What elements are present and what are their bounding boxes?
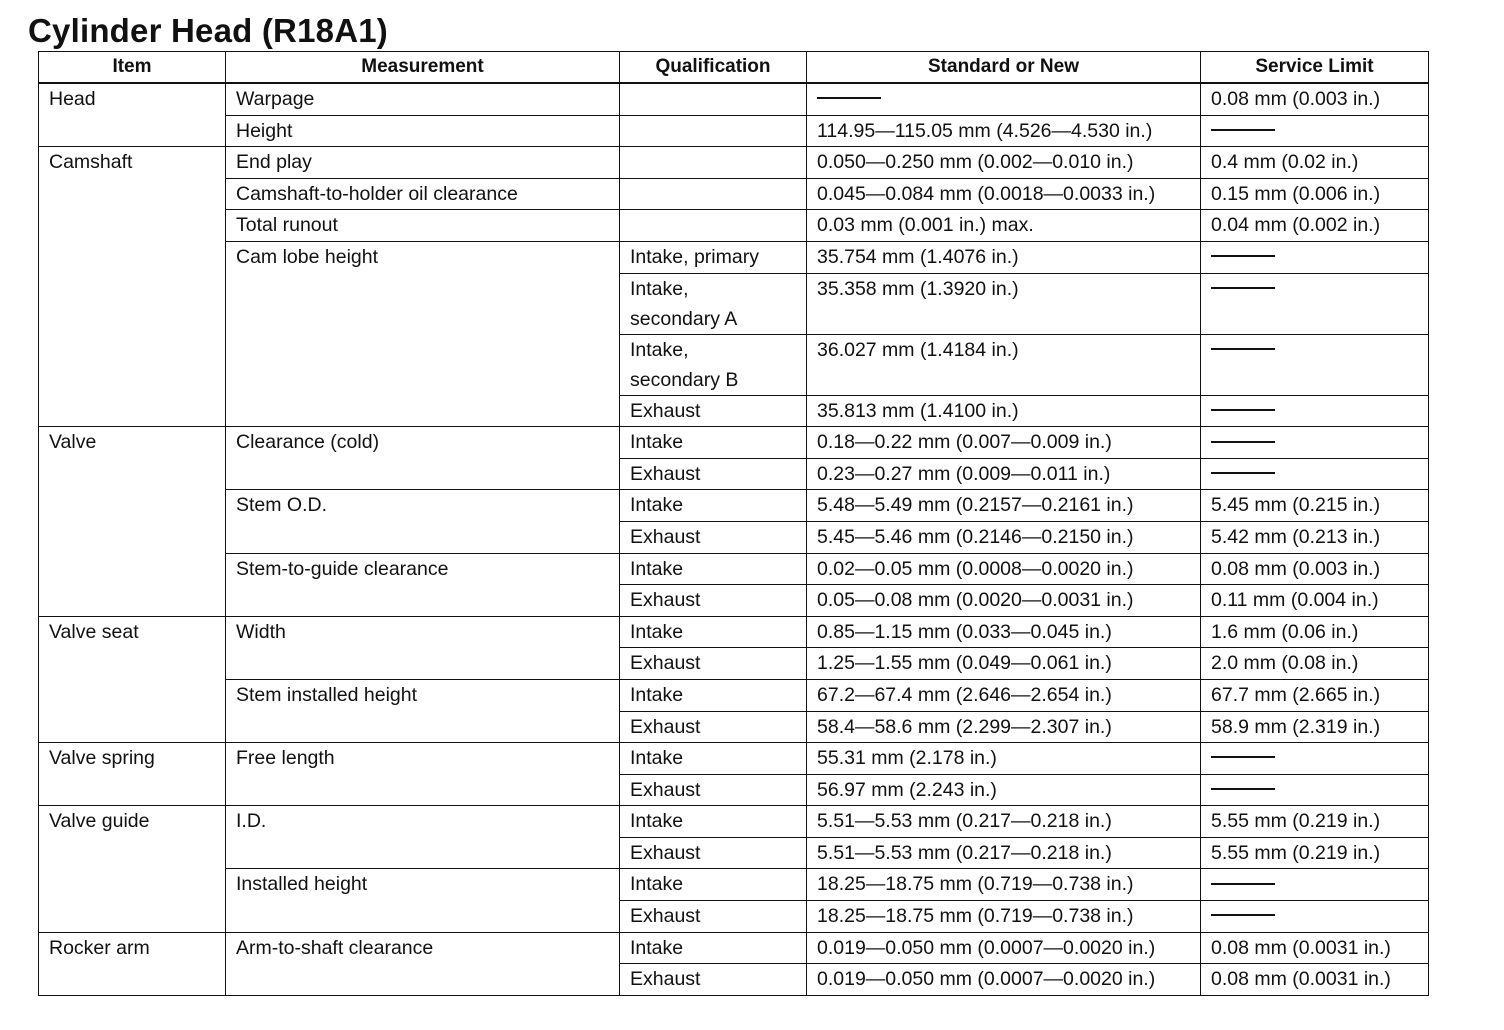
- page-title: Cylinder Head (R18A1): [28, 12, 388, 49]
- standard-cell: 0.23—0.27 mm (0.009—0.011 in.): [807, 458, 1201, 490]
- dash-line: [1211, 756, 1275, 758]
- table-row: [39, 806, 1429, 838]
- standard-cell: 5.51—5.53 mm (0.217—0.218 in.): [807, 837, 1201, 869]
- header-standard: Standard or New: [807, 52, 1201, 84]
- measurement-cell: Cam lobe height: [226, 241, 620, 426]
- service-limit-cell: 0.08 mm (0.003 in.): [1201, 83, 1429, 115]
- service-limit-cell: 67.7 mm (2.665 in.): [1201, 679, 1429, 711]
- service-limit-cell: 5.55 mm (0.219 in.): [1201, 837, 1429, 869]
- qualification-cell: Exhaust: [620, 395, 807, 427]
- standard-cell: 56.97 mm (2.243 in.): [807, 774, 1201, 806]
- service-limit-cell: 58.9 mm (2.319 in.): [1201, 711, 1429, 743]
- service-limit-cell: 0.11 mm (0.004 in.): [1201, 585, 1429, 617]
- qualification-cell: Exhaust: [620, 964, 807, 996]
- dash-line: [1211, 348, 1275, 350]
- service-limit-cell: 2.0 mm (0.08 in.): [1201, 648, 1429, 680]
- service-limit-cell: [1201, 273, 1429, 334]
- table-row: [39, 490, 1429, 522]
- qualification-cell: [620, 147, 807, 179]
- qualification-cell: [620, 115, 807, 147]
- service-limit-cell: [1201, 241, 1429, 273]
- standard-cell: [807, 83, 1201, 115]
- table-row: [39, 115, 1429, 147]
- item-cell: Valve seat: [39, 616, 226, 742]
- dash-line: [1211, 441, 1275, 443]
- service-limit-cell: [1201, 774, 1429, 806]
- qualification-cell: Exhaust: [620, 837, 807, 869]
- header-row: [39, 52, 1429, 84]
- service-limit-cell: 0.08 mm (0.0031 in.): [1201, 932, 1429, 964]
- measurement-cell: Clearance (cold): [226, 427, 620, 490]
- dash-line: [1211, 409, 1275, 411]
- qualification-cell: Intake: [620, 679, 807, 711]
- standard-cell: 114.95—115.05 mm (4.526—4.530 in.): [807, 115, 1201, 147]
- service-limit-cell: [1201, 458, 1429, 490]
- standard-cell: 0.03 mm (0.001 in.) max.: [807, 210, 1201, 242]
- table-row: [39, 147, 1429, 179]
- measurement-cell: Height: [226, 115, 620, 147]
- service-limit-cell: 0.08 mm (0.0031 in.): [1201, 964, 1429, 996]
- qualification-cell: Intake: [620, 869, 807, 901]
- standard-cell: 0.05—0.08 mm (0.0020—0.0031 in.): [807, 585, 1201, 617]
- standard-cell: 5.51—5.53 mm (0.217—0.218 in.): [807, 806, 1201, 838]
- standard-cell: 0.85—1.15 mm (0.033—0.045 in.): [807, 616, 1201, 648]
- measurement-cell: Stem installed height: [226, 679, 620, 742]
- item-cell: Valve spring: [39, 743, 226, 806]
- dash-line: [1211, 914, 1275, 916]
- standard-cell: 5.48—5.49 mm (0.2157—0.2161 in.): [807, 490, 1201, 522]
- service-limit-cell: [1201, 395, 1429, 427]
- qualification-cell: Exhaust: [620, 521, 807, 553]
- qualification-cell: [620, 83, 807, 115]
- qualification-cell: Exhaust: [620, 711, 807, 743]
- table-row: [39, 932, 1429, 964]
- measurement-cell: Free length: [226, 743, 620, 806]
- qualification-cell: Intake: [620, 553, 807, 585]
- service-limit-cell: 0.04 mm (0.002 in.): [1201, 210, 1429, 242]
- measurement-cell: Stem O.D.: [226, 490, 620, 553]
- table-row: [39, 616, 1429, 648]
- standard-cell: 55.31 mm (2.178 in.): [807, 743, 1201, 775]
- dash-line: [1211, 883, 1275, 885]
- qualification-cell: Exhaust: [620, 585, 807, 617]
- qualification-cell: Intake, primary: [620, 241, 807, 273]
- standard-cell: 58.4—58.6 mm (2.299—2.307 in.): [807, 711, 1201, 743]
- service-limit-cell: 5.45 mm (0.215 in.): [1201, 490, 1429, 522]
- service-limit-cell: 0.08 mm (0.003 in.): [1201, 553, 1429, 585]
- table-row: [39, 210, 1429, 242]
- standard-cell: 67.2—67.4 mm (2.646—2.654 in.): [807, 679, 1201, 711]
- qualification-cell: Intake: [620, 806, 807, 838]
- table-row: [39, 743, 1429, 775]
- measurement-cell: Installed height: [226, 869, 620, 932]
- dash-line: [817, 97, 881, 99]
- qualification-cell: Exhaust: [620, 901, 807, 933]
- service-limit-cell: [1201, 427, 1429, 459]
- standard-cell: 18.25—18.75 mm (0.719—0.738 in.): [807, 901, 1201, 933]
- table-row: [39, 427, 1429, 459]
- standard-cell: 35.754 mm (1.4076 in.): [807, 241, 1201, 273]
- qualification-cell: Intake, secondary B: [620, 334, 807, 395]
- service-limit-cell: 0.15 mm (0.006 in.): [1201, 178, 1429, 210]
- qualification-cell: [620, 178, 807, 210]
- measurement-cell: Stem-to-guide clearance: [226, 553, 620, 616]
- standard-cell: 0.02—0.05 mm (0.0008—0.0020 in.): [807, 553, 1201, 585]
- standard-cell: 5.45—5.46 mm (0.2146—0.2150 in.): [807, 521, 1201, 553]
- measurement-cell: Width: [226, 616, 620, 679]
- item-cell: Valve: [39, 427, 226, 617]
- standard-cell: 0.019—0.050 mm (0.0007—0.0020 in.): [807, 932, 1201, 964]
- spec-table: [38, 51, 1429, 996]
- measurement-cell: Arm-to-shaft clearance: [226, 932, 620, 995]
- service-limit-cell: [1201, 115, 1429, 147]
- service-limit-cell: [1201, 334, 1429, 395]
- qualification-cell: Exhaust: [620, 648, 807, 680]
- service-limit-cell: [1201, 869, 1429, 901]
- measurement-cell: I.D.: [226, 806, 620, 869]
- table-row: [39, 241, 1429, 273]
- measurement-cell: Camshaft-to-holder oil clearance: [226, 178, 620, 210]
- dash-line: [1211, 129, 1275, 131]
- qualification-cell: Intake: [620, 427, 807, 459]
- item-cell: Head: [39, 83, 226, 147]
- service-limit-cell: 0.4 mm (0.02 in.): [1201, 147, 1429, 179]
- service-limit-cell: 5.42 mm (0.213 in.): [1201, 521, 1429, 553]
- standard-cell: 35.358 mm (1.3920 in.): [807, 273, 1201, 334]
- standard-cell: 0.045—0.084 mm (0.0018—0.0033 in.): [807, 178, 1201, 210]
- header-item: Item: [39, 52, 226, 84]
- standard-cell: 35.813 mm (1.4100 in.): [807, 395, 1201, 427]
- qualification-cell: Intake: [620, 932, 807, 964]
- measurement-cell: Warpage: [226, 83, 620, 115]
- measurement-cell: Total runout: [226, 210, 620, 242]
- qualification-cell: [620, 210, 807, 242]
- dash-line: [1211, 255, 1275, 257]
- table-row: [39, 553, 1429, 585]
- qualification-cell: Exhaust: [620, 774, 807, 806]
- service-limit-cell: 5.55 mm (0.219 in.): [1201, 806, 1429, 838]
- header-measurement: Measurement: [226, 52, 620, 84]
- qualification-cell: Intake: [620, 490, 807, 522]
- qualification-cell: Intake, secondary A: [620, 273, 807, 334]
- qualification-cell: Intake: [620, 616, 807, 648]
- item-cell: Rocker arm: [39, 932, 226, 995]
- dash-line: [1211, 287, 1275, 289]
- standard-cell: 0.019—0.050 mm (0.0007—0.0020 in.): [807, 964, 1201, 996]
- header-service-limit: Service Limit: [1201, 52, 1429, 84]
- measurement-cell: End play: [226, 147, 620, 179]
- service-limit-cell: [1201, 901, 1429, 933]
- service-limit-cell: 1.6 mm (0.06 in.): [1201, 616, 1429, 648]
- table-row: [39, 83, 1429, 115]
- dash-line: [1211, 472, 1275, 474]
- item-cell: Camshaft: [39, 147, 226, 427]
- item-cell: Valve guide: [39, 806, 226, 932]
- table-row: [39, 869, 1429, 901]
- table-row: [39, 679, 1429, 711]
- dash-line: [1211, 788, 1275, 790]
- qualification-cell: Intake: [620, 743, 807, 775]
- qualification-cell: Exhaust: [620, 458, 807, 490]
- standard-cell: 18.25—18.75 mm (0.719—0.738 in.): [807, 869, 1201, 901]
- standard-cell: 0.050—0.250 mm (0.002—0.010 in.): [807, 147, 1201, 179]
- service-limit-cell: [1201, 743, 1429, 775]
- standard-cell: 0.18—0.22 mm (0.007—0.009 in.): [807, 427, 1201, 459]
- standard-cell: 1.25—1.55 mm (0.049—0.061 in.): [807, 648, 1201, 680]
- standard-cell: 36.027 mm (1.4184 in.): [807, 334, 1201, 395]
- header-qualification: Qualification: [620, 52, 807, 84]
- table-row: [39, 178, 1429, 210]
